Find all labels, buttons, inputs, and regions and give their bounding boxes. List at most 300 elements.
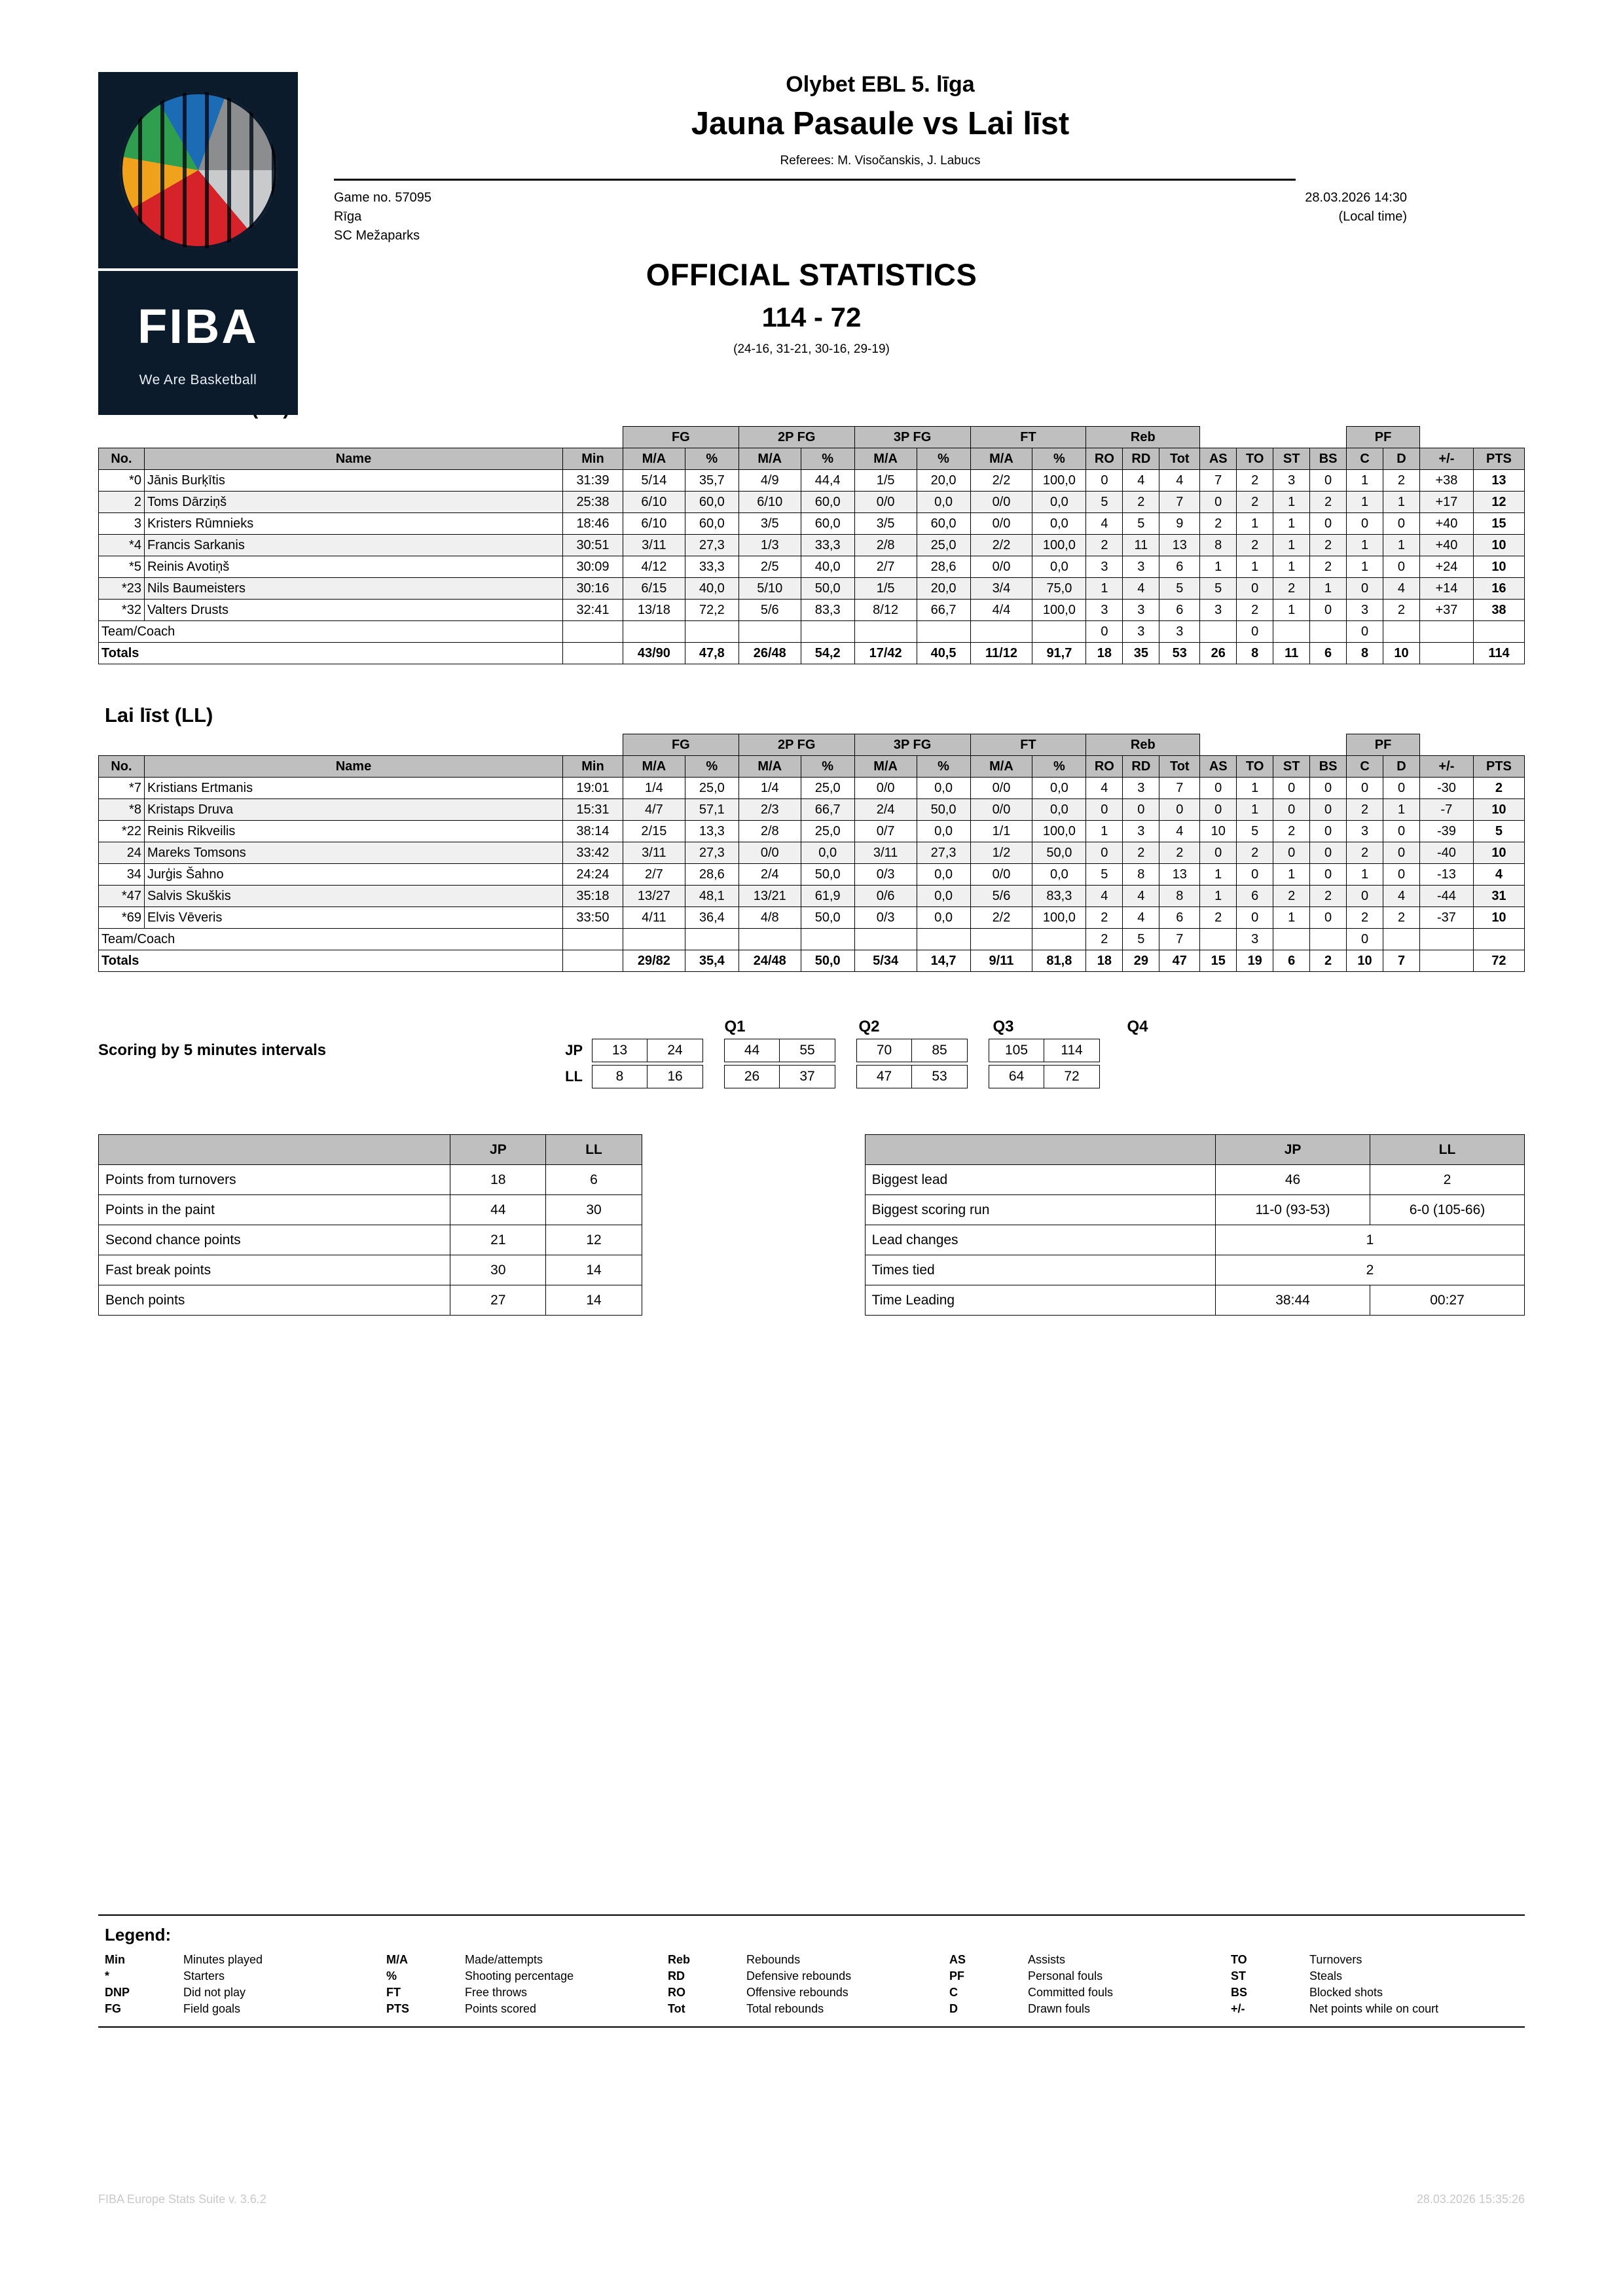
player-bs: 0 (1310, 600, 1347, 621)
player-st: 1 (1273, 556, 1310, 578)
totals-3p-pct: 40,5 (917, 643, 970, 664)
player-rd: 4 (1123, 578, 1159, 600)
player-name: Kristaps Druva (144, 799, 562, 821)
player-to: 6 (1237, 886, 1273, 907)
player-c: 2 (1347, 842, 1383, 864)
player-rd: 3 (1123, 600, 1159, 621)
player-bs: 0 (1310, 821, 1347, 842)
player-3p-pct: 28,6 (917, 556, 970, 578)
player-st: 0 (1273, 799, 1310, 821)
legend-value: Offensive rebounds (746, 1986, 848, 1999)
box-score-table-jp (98, 426, 1525, 664)
player-to: 1 (1237, 513, 1273, 535)
col-3p-ma: M/A (854, 756, 917, 778)
player-name: Valters Drusts (144, 600, 562, 621)
player-to: 1 (1237, 778, 1273, 799)
interval-row-ll (98, 1065, 1525, 1088)
totals-pts: 114 (1473, 643, 1524, 664)
player-fg: 2/15 (623, 821, 685, 842)
player-tot: 8 (1159, 886, 1200, 907)
player-no: 3 (99, 513, 145, 535)
player-name: Kristers Rūmnieks (144, 513, 562, 535)
player-st: 1 (1273, 492, 1310, 513)
player-st: 0 (1273, 778, 1310, 799)
player-no: *47 (99, 886, 145, 907)
totals-d: 7 (1383, 950, 1420, 972)
col-fg-pct: % (685, 448, 739, 470)
player-c: 2 (1347, 799, 1383, 821)
col-tot: Tot (1159, 756, 1200, 778)
table-row (99, 1255, 642, 1285)
quarter-header-q2: Q2 (858, 1018, 880, 1035)
team-coach-ro: 2 (1086, 929, 1123, 950)
legend-value: Committed fouls (1028, 1986, 1114, 1999)
legend-row (105, 1968, 1512, 1984)
team-coach-label: Team/Coach (99, 621, 563, 643)
player-ft: 0/0 (970, 513, 1032, 535)
player-to: 2 (1237, 535, 1273, 556)
player-3p: 3/5 (854, 513, 917, 535)
col-2p-ma: M/A (739, 756, 801, 778)
player-c: 2 (1347, 907, 1383, 929)
player-2p-pct: 83,3 (801, 600, 854, 621)
player-bs: 2 (1310, 535, 1347, 556)
col-as: AS (1200, 756, 1237, 778)
player-to: 0 (1237, 578, 1273, 600)
player-pts: 10 (1473, 842, 1524, 864)
table-row (865, 1195, 1524, 1225)
table-row (99, 513, 1525, 535)
box-score-body-ll (99, 778, 1525, 972)
player-2p-pct: 44,4 (801, 470, 854, 492)
stat-value-ll: 14 (546, 1255, 642, 1285)
player-plusminus: -7 (1419, 799, 1473, 821)
player-st: 2 (1273, 821, 1310, 842)
player-c: 1 (1347, 556, 1383, 578)
fiba-wordmark (98, 271, 298, 415)
player-rd: 3 (1123, 556, 1159, 578)
legend-key: BS (1231, 1986, 1248, 1999)
player-ft-pct: 0,0 (1032, 799, 1086, 821)
player-min: 15:31 (562, 799, 623, 821)
legend-divider-top (98, 1914, 1525, 1916)
player-3p-pct: 66,7 (917, 600, 970, 621)
totals-label: Totals (99, 643, 563, 664)
totals-2p: 24/48 (739, 950, 801, 972)
legend-key: TO (1231, 1953, 1247, 1966)
stat-value-ll: 6 (546, 1165, 642, 1195)
player-as: 0 (1200, 778, 1237, 799)
player-bs: 0 (1310, 864, 1347, 886)
player-c: 0 (1347, 578, 1383, 600)
player-2p-pct: 0,0 (801, 842, 854, 864)
interval-q3-ll (856, 1065, 968, 1088)
player-no: *23 (99, 578, 145, 600)
player-c: 3 (1347, 821, 1383, 842)
totals-row (99, 950, 1525, 972)
player-ro: 3 (1086, 600, 1123, 621)
legend-key: AS (949, 1953, 966, 1966)
player-name: Salvis Skuškis (144, 886, 562, 907)
totals-ft: 11/12 (970, 643, 1032, 664)
player-3p-pct: 20,0 (917, 578, 970, 600)
col-group-ft: FT (970, 734, 1086, 756)
player-ro: 5 (1086, 864, 1123, 886)
player-pts: 10 (1473, 556, 1524, 578)
totals-c: 8 (1347, 643, 1383, 664)
player-ft-pct: 75,0 (1032, 578, 1086, 600)
legend-value: Rebounds (746, 1953, 801, 1966)
page-footer (98, 2193, 1525, 2206)
player-name: Reinis Avotiņš (144, 556, 562, 578)
footer-timestamp: 28.03.2026 15:35:26 (1416, 2193, 1525, 2206)
stat-label: Bench points (99, 1285, 450, 1316)
player-2p: 0/0 (739, 842, 801, 864)
interval-cell: 26 (724, 1065, 780, 1088)
player-ft: 4/4 (970, 600, 1032, 621)
col-group-3pfg: 3P FG (854, 734, 970, 756)
player-pts: 4 (1473, 864, 1524, 886)
legend-value: Made/attempts (465, 1953, 543, 1966)
player-st: 1 (1273, 864, 1310, 886)
matchup-title: Jauna Pasaule vs Lai līst (691, 106, 1070, 141)
player-3p: 0/3 (854, 907, 917, 929)
col-fg-pct: % (685, 756, 739, 778)
legend-value: Personal fouls (1028, 1969, 1103, 1982)
player-tot: 6 (1159, 600, 1200, 621)
player-to: 0 (1237, 864, 1273, 886)
player-2p: 2/4 (739, 864, 801, 886)
player-3p: 2/8 (854, 535, 917, 556)
legend-value: Net points while on court (1309, 2002, 1439, 2015)
player-plusminus: -37 (1419, 907, 1473, 929)
player-plusminus: -13 (1419, 864, 1473, 886)
totals-ft-pct: 91,7 (1032, 643, 1086, 664)
totals-2p: 26/48 (739, 643, 801, 664)
player-fg-pct: 27,3 (685, 535, 739, 556)
stat-value-ll: 12 (546, 1225, 642, 1255)
legend-value: Field goals (183, 2002, 241, 2015)
legend-section (98, 1914, 1525, 2028)
player-name: Mareks Tomsons (144, 842, 562, 864)
player-fg: 4/12 (623, 556, 685, 578)
player-rd: 5 (1123, 513, 1159, 535)
player-fg-pct: 60,0 (685, 513, 739, 535)
col-ro: RO (1086, 448, 1123, 470)
player-3p-pct: 0,0 (917, 886, 970, 907)
final-score: 114 - 72 (761, 302, 862, 332)
totals-as: 15 (1200, 950, 1237, 972)
col-as: AS (1200, 448, 1237, 470)
player-ro: 1 (1086, 821, 1123, 842)
col-name: Name (144, 756, 562, 778)
player-bs: 0 (1310, 470, 1347, 492)
totals-rd: 29 (1123, 950, 1159, 972)
col-2p-pct: % (801, 756, 854, 778)
legend-key: PTS (386, 2002, 410, 2015)
player-pts: 31 (1473, 886, 1524, 907)
legend-value: Minutes played (183, 1953, 263, 1966)
interval-cell: 16 (647, 1065, 703, 1088)
player-bs: 0 (1310, 907, 1347, 929)
player-fg-pct: 27,3 (685, 842, 739, 864)
player-3p-pct: 0,0 (917, 864, 970, 886)
player-3p-pct: 20,0 (917, 470, 970, 492)
team-coach-tot: 7 (1159, 929, 1200, 950)
player-rd: 3 (1123, 821, 1159, 842)
totals-plusminus (1419, 950, 1473, 972)
player-pts: 38 (1473, 600, 1524, 621)
player-ft-pct: 0,0 (1032, 778, 1086, 799)
stat-value-combined: 2 (1216, 1255, 1525, 1285)
player-pts: 2 (1473, 778, 1524, 799)
player-no: 2 (99, 492, 145, 513)
interval-cell: 64 (989, 1065, 1044, 1088)
col-no: No. (99, 756, 145, 778)
player-ft: 1/2 (970, 842, 1032, 864)
player-tot: 7 (1159, 778, 1200, 799)
game-number: Game no. 57095 (334, 190, 431, 205)
player-3p-pct: 60,0 (917, 513, 970, 535)
col-pts: PTS (1473, 756, 1524, 778)
player-ft: 2/2 (970, 907, 1032, 929)
table-row (99, 842, 1525, 864)
col-bs: BS (1310, 448, 1347, 470)
stats-right-header-ll: LL (1370, 1135, 1525, 1165)
player-c: 1 (1347, 470, 1383, 492)
player-ro: 0 (1086, 799, 1123, 821)
team-coach-c: 0 (1347, 621, 1383, 643)
page-header (0, 0, 1623, 387)
player-name: Jānis Burķītis (144, 470, 562, 492)
col-fg-ma: M/A (623, 448, 685, 470)
player-as: 8 (1200, 535, 1237, 556)
totals-c: 10 (1347, 950, 1383, 972)
player-bs: 0 (1310, 778, 1347, 799)
player-ro: 2 (1086, 535, 1123, 556)
table-row (99, 1195, 642, 1225)
player-name: Francis Sarkanis (144, 535, 562, 556)
player-fg-pct: 57,1 (685, 799, 739, 821)
team-title-ll: Lai līst (LL) (105, 704, 213, 726)
player-plusminus: +24 (1419, 556, 1473, 578)
col-group-reb: Reb (1086, 427, 1200, 448)
player-no: *4 (99, 535, 145, 556)
col-tot: Tot (1159, 448, 1200, 470)
col-group-pf: PF (1347, 427, 1420, 448)
interval-q1-ll (592, 1065, 703, 1088)
totals-label: Totals (99, 950, 563, 972)
legend-key: M/A (386, 1953, 408, 1966)
col-2p-ma: M/A (739, 448, 801, 470)
player-3p: 1/5 (854, 578, 917, 600)
referees-line: Referees: M. Visočanskis, J. Labucs (780, 154, 981, 168)
team-coach-rd: 3 (1123, 621, 1159, 643)
player-ft-pct: 0,0 (1032, 492, 1086, 513)
legend-key: DNP (105, 1986, 130, 1999)
header-divider (334, 179, 1296, 181)
col-2p-pct: % (801, 448, 854, 470)
player-3p: 3/11 (854, 842, 917, 864)
legend-value: Blocked shots (1309, 1986, 1383, 1999)
player-2p: 6/10 (739, 492, 801, 513)
interval-q4-jp (989, 1039, 1100, 1062)
totals-fg: 43/90 (623, 643, 685, 664)
player-2p: 2/8 (739, 821, 801, 842)
player-fg-pct: 28,6 (685, 864, 739, 886)
player-min: 30:51 (563, 535, 623, 556)
player-d: 0 (1383, 778, 1420, 799)
player-rd: 2 (1123, 492, 1159, 513)
col-d: D (1383, 756, 1420, 778)
player-min: 30:09 (563, 556, 623, 578)
totals-tot: 47 (1159, 950, 1200, 972)
legend-value: Did not play (183, 1986, 246, 1999)
player-2p: 1/3 (739, 535, 801, 556)
player-fg-pct: 25,0 (685, 778, 739, 799)
player-ro: 3 (1086, 556, 1123, 578)
player-ft-pct: 50,0 (1032, 842, 1086, 864)
player-tot: 4 (1159, 470, 1200, 492)
table-row (99, 907, 1525, 929)
player-fg-pct: 40,0 (685, 578, 739, 600)
player-d: 1 (1383, 535, 1420, 556)
player-rd: 4 (1123, 886, 1159, 907)
player-2p-pct: 40,0 (801, 556, 854, 578)
player-3p: 0/6 (854, 886, 917, 907)
player-ft: 5/6 (970, 886, 1032, 907)
totals-st: 11 (1273, 643, 1310, 664)
player-to: 2 (1237, 600, 1273, 621)
totals-2p-pct: 54,2 (801, 643, 854, 664)
player-name: Toms Dārziņš (144, 492, 562, 513)
team-coach-row (99, 929, 1525, 950)
player-as: 7 (1200, 470, 1237, 492)
totals-2p-pct: 50,0 (801, 950, 854, 972)
player-no: 34 (99, 864, 145, 886)
player-d: 2 (1383, 470, 1420, 492)
interval-cell: 24 (647, 1039, 703, 1062)
totals-ft-pct: 81,8 (1032, 950, 1086, 972)
player-bs: 2 (1310, 556, 1347, 578)
team-coach-to: 0 (1237, 621, 1273, 643)
player-bs: 0 (1310, 842, 1347, 864)
player-ft: 2/2 (970, 470, 1032, 492)
legend-row (105, 2001, 1512, 2017)
player-3p-pct: 0,0 (917, 907, 970, 929)
col-plusminus: +/- (1419, 448, 1473, 470)
legend-key: +/- (1231, 2002, 1245, 2015)
player-ft-pct: 100,0 (1032, 907, 1086, 929)
player-pts: 16 (1473, 578, 1524, 600)
player-ft: 0/0 (970, 556, 1032, 578)
col-group-pf: PF (1347, 734, 1420, 756)
player-tot: 2 (1159, 842, 1200, 864)
player-bs: 1 (1310, 578, 1347, 600)
player-fg: 3/11 (623, 535, 685, 556)
player-no: *7 (99, 778, 145, 799)
player-min: 18:46 (563, 513, 623, 535)
player-rd: 4 (1123, 907, 1159, 929)
player-tot: 13 (1159, 864, 1200, 886)
col-min: Min (563, 448, 623, 470)
totals-bs: 6 (1310, 643, 1347, 664)
local-time-note: (Local time) (1338, 209, 1407, 224)
player-ft-pct: 100,0 (1032, 535, 1086, 556)
legend-value: Drawn fouls (1028, 2002, 1091, 2015)
player-tot: 5 (1159, 578, 1200, 600)
interval-cell: 13 (592, 1039, 647, 1062)
team-section-jp (98, 396, 1525, 664)
col-ft-ma: M/A (970, 756, 1032, 778)
fiba-tagline: We Are Basketball (139, 372, 257, 387)
player-ft: 0/0 (970, 492, 1032, 513)
player-2p: 3/5 (739, 513, 801, 535)
table-row (99, 864, 1525, 886)
col-group-2pfg: 2P FG (739, 427, 854, 448)
stats-left-header-jp: JP (450, 1135, 546, 1165)
legend-value: Assists (1028, 1953, 1066, 1966)
stat-value-combined: 1 (1216, 1225, 1525, 1255)
interval-q2-ll (724, 1065, 835, 1088)
interval-quarter-headers (668, 1018, 1525, 1036)
player-ft: 0/0 (970, 799, 1032, 821)
player-2p: 4/8 (739, 907, 801, 929)
player-ro: 1 (1086, 578, 1123, 600)
totals-rd: 35 (1123, 643, 1159, 664)
player-fg: 5/14 (623, 470, 685, 492)
table-row (99, 1165, 642, 1195)
col-c: C (1347, 448, 1383, 470)
table-row (99, 492, 1525, 513)
player-tot: 0 (1159, 799, 1200, 821)
player-min: 30:16 (563, 578, 623, 600)
player-plusminus: +38 (1419, 470, 1473, 492)
totals-fg-pct: 47,8 (685, 643, 739, 664)
player-to: 0 (1237, 907, 1273, 929)
player-bs: 0 (1310, 513, 1347, 535)
player-fg: 6/10 (623, 513, 685, 535)
interval-cell: 70 (856, 1039, 912, 1062)
quarter-scores: (24-16, 31-21, 30-16, 29-19) (733, 342, 890, 356)
player-rd: 4 (1123, 470, 1159, 492)
player-plusminus: -39 (1419, 821, 1473, 842)
team-coach-row (99, 621, 1525, 643)
player-name: Jurģis Šahno (144, 864, 562, 886)
legend-value: Turnovers (1309, 1953, 1362, 1966)
player-to: 1 (1237, 799, 1273, 821)
stat-value-ll: 2 (1370, 1165, 1525, 1195)
player-fg: 13/27 (623, 886, 685, 907)
legend-key: PF (949, 1969, 965, 1982)
legend-key: RD (668, 1969, 685, 1982)
col-ro: RO (1086, 756, 1123, 778)
player-fg-pct: 72,2 (685, 600, 739, 621)
totals-fg: 29/82 (623, 950, 685, 972)
game-meta-left (334, 188, 431, 245)
player-fg: 6/15 (623, 578, 685, 600)
player-c: 1 (1347, 864, 1383, 886)
col-c: C (1347, 756, 1383, 778)
player-as: 0 (1200, 842, 1237, 864)
player-name: Kristians Ertmanis (144, 778, 562, 799)
interval-label: Scoring by 5 minutes intervals (98, 1041, 327, 1059)
stat-label: Points in the paint (99, 1195, 450, 1225)
player-plusminus: +14 (1419, 578, 1473, 600)
player-ro: 4 (1086, 886, 1123, 907)
legend-title: Legend: (105, 1925, 172, 1945)
player-tot: 9 (1159, 513, 1200, 535)
